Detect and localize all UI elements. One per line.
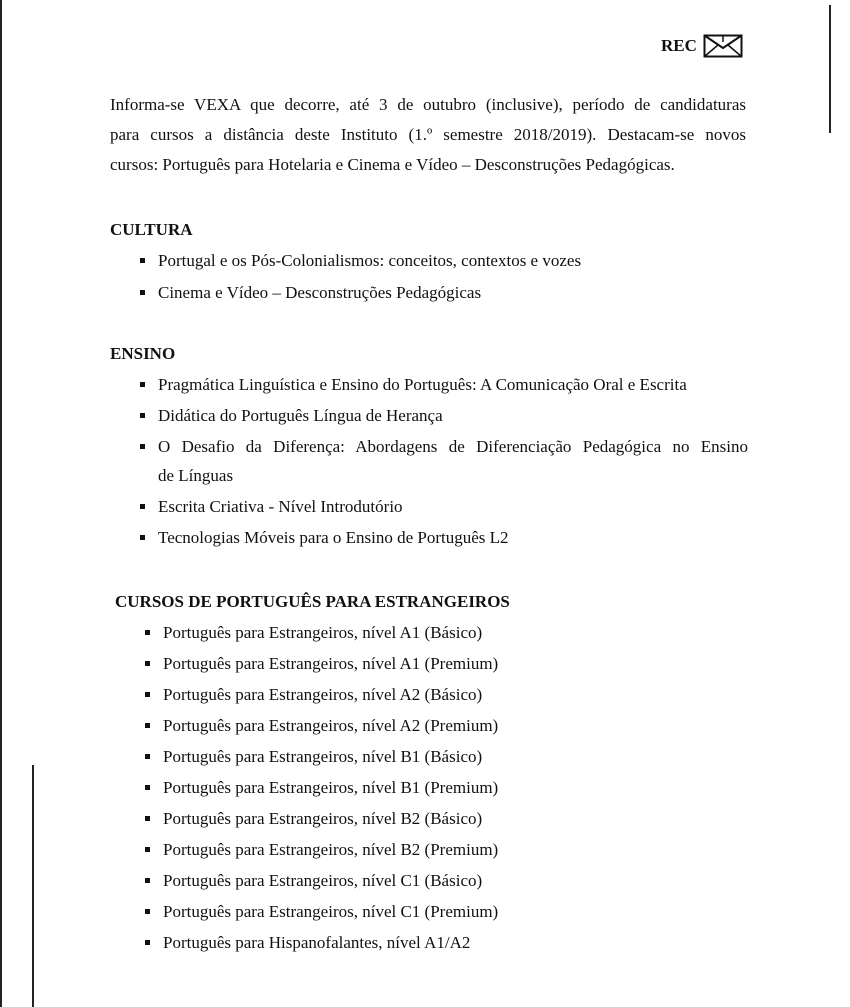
rec-stamp — [661, 34, 743, 58]
list-item: Português para Estrangeiros, nível C1 (Básico) — [115, 865, 510, 896]
list-item: Cinema e Vídeo – Desconstruções Pedagógicas — [110, 277, 581, 308]
rec-label: REC — [661, 36, 697, 55]
list-item: Português para Estrangeiros, nível A1 (Básico) — [115, 617, 510, 648]
list-item: Português para Estrangeiros, nível B2 (Premium) — [115, 834, 510, 865]
list-item: Portugal e os Pós-Colonialismos: conceitos, contextos e vozes — [110, 245, 581, 276]
section-heading: ENSINO — [110, 344, 176, 363]
list-item: Português para Estrangeiros, nível B2 (Básico) — [115, 803, 510, 834]
list-item-text: O Desafio da Diferença: Abordagens de Diferenciação Pedagógica no Ensino — [158, 437, 748, 456]
list-item: Pragmática Linguística e Ensino do Português: A Comunicação Oral e Escrita — [110, 369, 748, 400]
envelope-icon — [703, 34, 743, 58]
list-item: Português para Estrangeiros, nível A2 (Básico) — [115, 679, 510, 710]
list-item-continuation — [110, 460, 748, 491]
list-item: Português para Estrangeiros, nível B1 (Básico) — [115, 741, 510, 772]
section-cultura — [110, 215, 581, 308]
section-cursos-estrangeiros — [115, 587, 510, 958]
list-item-text: de Línguas — [158, 466, 234, 485]
list-item: Português para Estrangeiros, nível C1 (Premium) — [115, 896, 510, 927]
list-item: Português para Estrangeiros, nível A1 (Premium) — [115, 648, 510, 679]
section-heading: CURSOS DE PORTUGUÊS PARA ESTRANGEIROS — [115, 592, 510, 611]
scan-edge-lower-left — [32, 765, 34, 1007]
list-item: Português para Estrangeiros, nível B1 (Premium) — [115, 772, 510, 803]
list-item: Português para Estrangeiros, nível A2 (Premium) — [115, 710, 510, 741]
intro-line: Informa-se VEXA que decorre, até 3 de outubro (inclusive), período de candidaturas — [110, 95, 746, 114]
intro-line: cursos: Português para Hotelaria e Cinema e Vídeo – Desconstruções Pedagógicas. — [110, 155, 675, 174]
scan-edge-right — [829, 5, 831, 133]
section-ensino — [110, 339, 748, 553]
section-heading: CULTURA — [110, 220, 193, 239]
scan-edge-left — [0, 0, 2, 1007]
list-item: Didática do Português Língua de Herança — [110, 400, 748, 431]
intro-paragraph — [110, 90, 746, 180]
list-item: Tecnologias Móveis para o Ensino de Português L2 — [110, 522, 748, 553]
intro-line: para cursos a distância deste Instituto (1.º semestre 2018/2019). Destacam-se novos — [110, 125, 746, 144]
list-item: Português para Hispanofalantes, nível A1/A2 — [115, 927, 510, 958]
list-item: Escrita Criativa - Nível Introdutório — [110, 491, 748, 522]
list-item — [110, 431, 748, 462]
